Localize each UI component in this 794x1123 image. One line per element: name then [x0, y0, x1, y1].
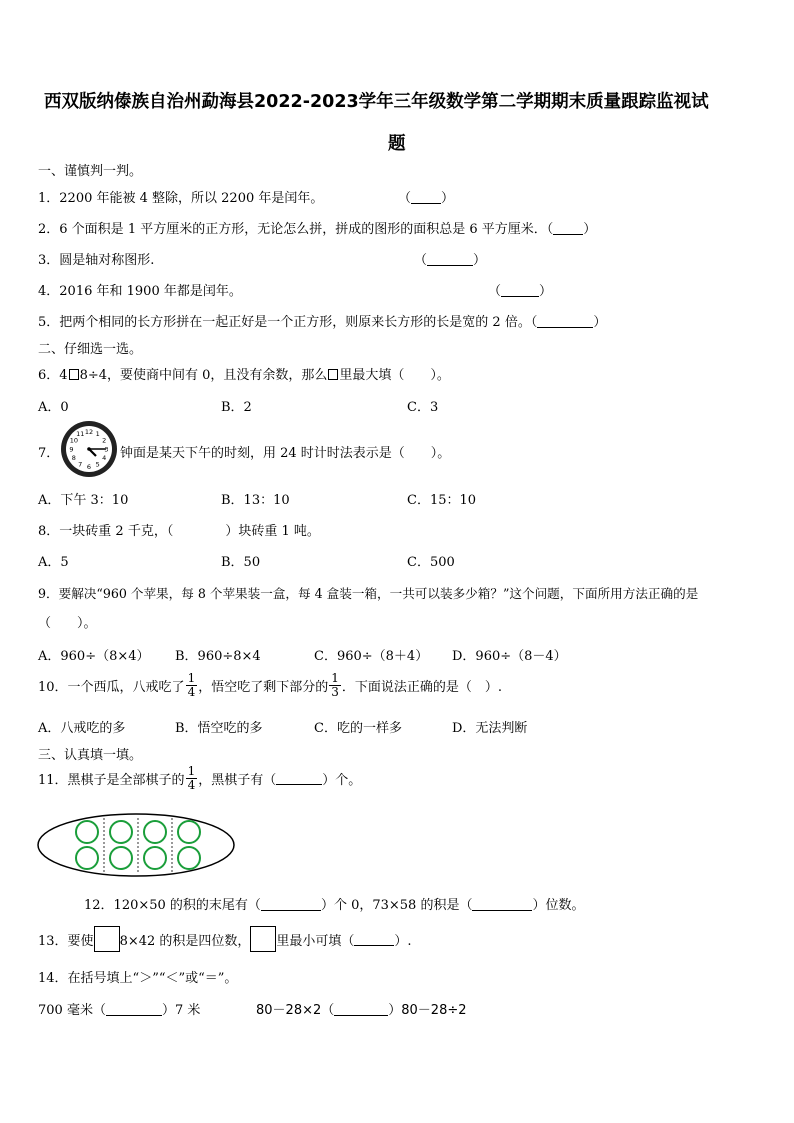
answer-paren-1[interactable]: （ ）	[398, 191, 455, 206]
option-8c[interactable]: C．500	[407, 555, 455, 570]
question-number: 2．	[38, 222, 60, 237]
question-9-line2: （ ）。	[38, 616, 97, 631]
question-number: 6．	[38, 368, 60, 383]
question-13: 13． 要使 8×42 的积是四位数， 里最小可填（ ）.	[38, 926, 412, 952]
fraction: $\frac{1}{3}$	[331, 671, 339, 699]
answer-blank[interactable]	[334, 1003, 388, 1016]
answer-paren-4[interactable]: （ ）	[488, 284, 553, 299]
clock-number: 4	[102, 454, 107, 463]
question-number: 3．	[38, 253, 60, 268]
option-8a[interactable]: A．5	[38, 555, 69, 570]
compare-item-b: 80－28×2（ ）80－28÷2	[256, 1003, 467, 1018]
question-7-text: 钟面是某天下午的时刻，用 24 时计时法表示是（ ）。	[120, 446, 451, 461]
question-text: 6 个面积是 1 平方厘米的正方形，无论怎么拼，拼成的图形的面积总是 6 平方厘米．	[59, 222, 547, 237]
digit-box-icon	[69, 369, 79, 380]
clock-number: 9	[69, 445, 74, 454]
question-text: 2016 年和 1900 年都是闰年。	[59, 284, 242, 299]
question-text: 把两个相同的长方形拼在一起正好是一个正方形，则原来长方形的长是宽的 2 倍。	[59, 315, 531, 330]
question-number: 8．	[38, 524, 60, 539]
question-2: 2．6 个面积是 1 平方厘米的正方形，无论怎么拼，拼成的图形的面积总是 6 平方厘米．（ ）	[38, 222, 597, 237]
answer-blank[interactable]	[501, 284, 539, 297]
oval-outline	[38, 814, 234, 876]
chess-pieces-figure	[36, 812, 236, 878]
question-number: 4．	[38, 284, 60, 299]
answer-blank[interactable]	[472, 898, 532, 911]
question-8	[38, 520, 320, 539]
answer-blank[interactable]	[537, 315, 593, 328]
question-6: 6．4 8÷4，要使商中间有 0，且没有余数，那么 里最大填（ ）。	[38, 368, 450, 383]
question-9	[38, 583, 698, 602]
option-7a[interactable]: A．下午 3：10	[38, 493, 129, 508]
question-text: 在括号填上“＞”“＜”或“＝”。	[67, 971, 238, 986]
page-title-continued: 题	[388, 134, 406, 154]
option-9c[interactable]: C．960÷（8＋4）	[314, 649, 429, 664]
clock-number: 6	[86, 462, 92, 471]
option-8b[interactable]: B．50	[221, 555, 261, 570]
question-number: 9．	[38, 586, 59, 601]
clock-number: 12	[84, 427, 94, 436]
question-number: 12．	[84, 898, 114, 913]
digit-box-icon[interactable]	[250, 926, 276, 952]
question-text: 2200 年能被 4 整除，所以 2200 年是闰年。	[59, 191, 324, 206]
option-9b[interactable]: B．960÷8×4	[175, 649, 261, 664]
question-5: 5．把两个相同的长方形拼在一起正好是一个正方形，则原来长方形的长是宽的 2 倍。（ ）	[38, 315, 607, 330]
option-10c[interactable]: C．吃的一样多	[314, 721, 402, 736]
question-number: 10．	[38, 680, 68, 695]
answer-blank[interactable]	[354, 933, 394, 946]
option-10a[interactable]: A．八戒吃的多	[38, 721, 126, 736]
question-4	[38, 280, 242, 299]
section-heading-fill: 三、认真填一填。	[38, 748, 143, 763]
clock-number: 11	[76, 430, 85, 439]
answer-blank[interactable]	[106, 1003, 162, 1016]
question-number: 13．	[38, 933, 68, 949]
question-3	[38, 249, 154, 268]
section-heading-judge: 一、谨慎判一判。	[38, 164, 143, 179]
answer-blank[interactable]	[261, 898, 321, 911]
option-9d[interactable]: D．960÷（8－4）	[452, 649, 567, 664]
fraction: $\frac{1}{4}$	[187, 671, 196, 699]
clock-number: 2	[102, 436, 107, 445]
clock-number: 10	[69, 436, 78, 445]
question-10: 10． 一个西瓜，八戒吃了 $\frac{1}{4}$ ，悟空吃了剩下部分的 $\frac{1}{3}$ ．下面说法正确的是（ ）.	[38, 671, 502, 699]
option-6c[interactable]: C．3	[407, 400, 439, 415]
fraction: $\frac{1}{4}$	[187, 764, 196, 792]
answer-paren-3[interactable]: （ ）	[414, 253, 487, 268]
option-9a[interactable]: A．960÷（8×4）	[38, 649, 150, 664]
section-heading-choose: 二、仔细选一选。	[38, 342, 143, 357]
page-title: 西双版纳傣族自治州勐海县2022-2023学年三年级数学第二学期期末质量跟踪监视试	[44, 92, 709, 112]
question-12: 12．120×50 的积的末尾有（ ）个 0，73×58 的积是（ ）位数。	[84, 898, 585, 913]
option-6a[interactable]: A．0	[38, 400, 69, 415]
clock-number: 1	[95, 430, 100, 439]
clock-number: 7	[78, 460, 83, 469]
option-10d[interactable]: D．无法判断	[452, 721, 528, 736]
question-7-number: 7．	[38, 446, 60, 461]
question-number: 5．	[38, 315, 60, 330]
option-10b[interactable]: B．悟空吃的多	[175, 721, 263, 736]
question-text: 要解决“960 个苹果，每 8 个苹果装一盒，每 4 盒装一箱，一共可以装多少箱？”这个问题，下面所用方法正确的是	[58, 586, 699, 601]
clock-number: 5	[95, 460, 100, 469]
option-7c[interactable]: C．15：10	[407, 493, 477, 508]
clock-number: 3	[104, 445, 109, 454]
answer-blank[interactable]	[427, 253, 473, 266]
clock-number: 8	[71, 454, 76, 463]
question-number: 11．	[38, 773, 68, 788]
question-text: 圆是轴对称图形.	[59, 253, 155, 268]
question-number: 1．	[38, 191, 60, 206]
question-text: 一块砖重 2 千克，（ ）块砖重 1 吨。	[59, 524, 320, 539]
answer-blank[interactable]	[411, 191, 441, 204]
compare-item-a: 700 毫米（ ）7 米	[38, 1003, 201, 1018]
question-1	[38, 187, 323, 206]
option-6b[interactable]: B．2	[221, 400, 252, 415]
digit-box-icon[interactable]	[94, 926, 120, 952]
answer-blank[interactable]	[553, 222, 583, 235]
question-14	[38, 967, 237, 986]
answer-blank[interactable]	[276, 772, 322, 785]
digit-box-icon	[328, 369, 338, 380]
clock-icon	[60, 420, 118, 478]
question-number: 14．	[38, 971, 68, 986]
question-11: 11． 黑棋子是全部棋子的 $\frac{1}{4}$ ，黑棋子有（ ）个。	[38, 764, 362, 792]
option-7b[interactable]: B．13：10	[221, 493, 290, 508]
